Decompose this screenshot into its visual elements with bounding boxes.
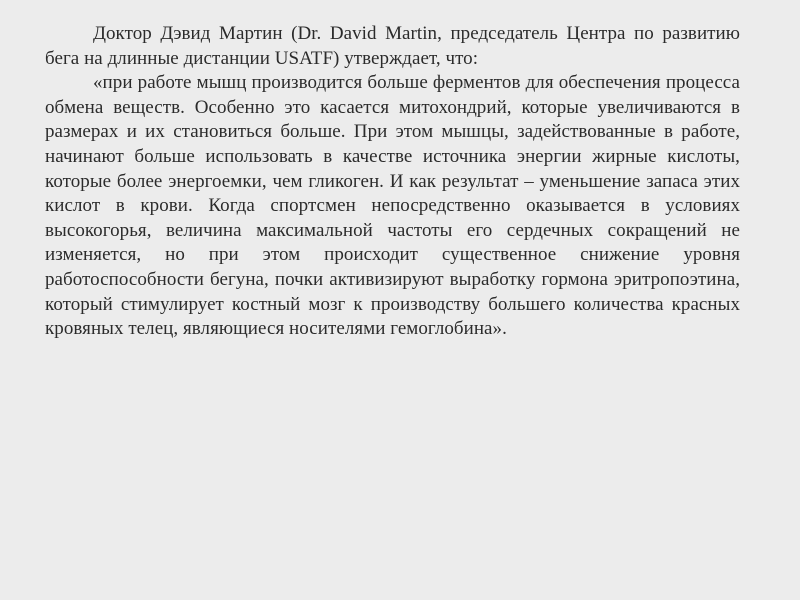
intro-paragraph: Доктор Дэвид Мартин (Dr. David Martin, председатель Центра по развитию бега на длинные дистанции USATF) утверждает, что: bbox=[45, 23, 740, 69]
text-block bbox=[45, 22, 740, 342]
quote-paragraph: «при работе мышц производится больше ферментов для обеспечения процесса обмена веществ. Особенно это касается митохондрий, которые увеличиваются в размерах и их становиться больше. При этом мышцы, задействованные в работе, начинают больше использовать в качестве источника энергии жирные кислоты, которые более энергоемки, чем гликоген. И как результат – уменьшение запаса этих кислот в крови. Когда спортсмен непосредственно оказывается в условиях высокогорья, величина максимальной частоты его сердечных сокращений не изменяется, но при этом происходит существенное снижение уровня работоспособности бегуна, почки активизируют выработку гормона эритропоэтина, который стимулирует костный мозг к производству большего количества красных кровяных телец, являющиеся носителями гемоглобина». bbox=[45, 72, 740, 340]
